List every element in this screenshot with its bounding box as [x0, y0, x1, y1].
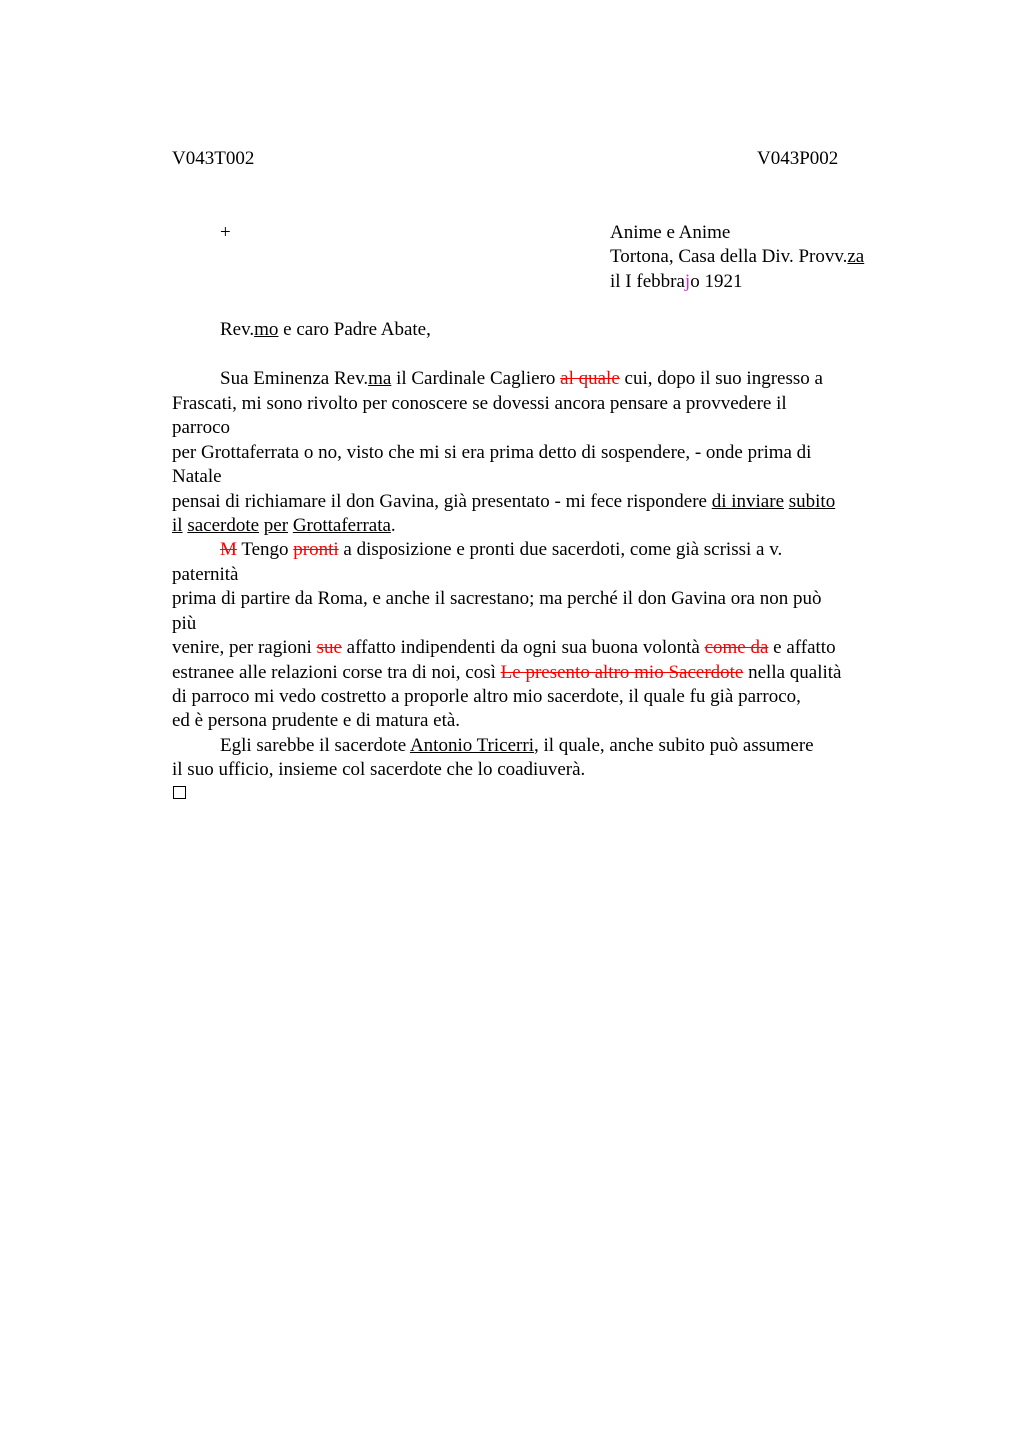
p2-line-8: ed è persona prudente e di matura età. — [172, 710, 461, 731]
right-code: V043P002 — [757, 148, 839, 169]
end-box-icon — [173, 786, 186, 799]
underlined-text: per — [263, 515, 289, 536]
date-correction: j — [684, 271, 691, 292]
p1-line-3: parroco — [172, 417, 231, 438]
deleted-text: pronti — [293, 539, 339, 560]
p2-line-5 — [172, 636, 836, 660]
deleted-text: al quale — [560, 368, 620, 389]
p1-line-6 — [172, 490, 835, 514]
underlined-text: ma — [368, 368, 392, 389]
salutation — [220, 318, 431, 342]
underlined-text: Grottaferrata — [292, 515, 391, 536]
p1-line-2: Frascati, mi sono rivolto per conoscere se dovessi ancora pensare a provvedere il — [172, 393, 787, 414]
location — [610, 245, 864, 269]
date — [610, 270, 742, 294]
underlined-text: sacerdote — [187, 515, 260, 536]
p2-line-7: di parroco mi vedo costretto a proporle altro mio sacerdote, il quale fu già parroco, — [172, 686, 801, 707]
location-sup: za — [847, 246, 865, 267]
underlined-text: il — [172, 515, 183, 536]
p1-line-1 — [220, 367, 823, 391]
text: Tengo — [236, 539, 294, 560]
p3-line-2: il suo ufficio, insieme col sacerdote che lo coadiuverà. — [172, 759, 586, 780]
text: cui, dopo il suo ingresso a — [619, 368, 823, 389]
underlined-text: subito — [788, 491, 836, 512]
p2-line-6 — [172, 661, 842, 685]
p1-line-4: per Grottaferrata o no, visto che mi si era prima detto di sospendere, - onde prima di — [172, 442, 812, 463]
date-part-b: o 1921 — [690, 271, 743, 292]
text: Egli sarebbe il sacerdote — [220, 735, 410, 756]
salutation-a: Rev. — [220, 319, 255, 340]
text: il Cardinale Cagliero — [391, 368, 561, 389]
text: a disposizione e pronti due sacerdoti, come già scrissi a v. — [338, 539, 783, 560]
text: . — [390, 515, 396, 536]
salutation-b: mo — [254, 319, 279, 340]
date-part-a: il I febbra — [610, 271, 685, 292]
p2-line-3: prima di partire da Roma, e anche il sacrestano; ma perché il don Gavina ora non può — [172, 588, 822, 609]
p2-line-2: paternità — [172, 564, 239, 585]
salutation-c: e caro Padre Abate, — [278, 319, 431, 340]
p1-line-5: Natale — [172, 466, 222, 487]
deleted-text: sue — [316, 637, 342, 658]
underlined-text: di inviare — [711, 491, 784, 512]
text: Sua Eminenza Rev. — [220, 368, 369, 389]
underlined-name: Antonio Tricerri — [409, 735, 534, 756]
text: affatto indipendenti da ogni sua buona volontà — [341, 637, 705, 658]
deleted-text: M — [220, 539, 237, 560]
text: venire, per ragioni — [172, 637, 317, 658]
p2-line-1 — [220, 538, 782, 562]
motto: Anime e Anime — [610, 222, 731, 243]
text: , il quale, anche subito può assumere — [533, 735, 814, 756]
text: estranee alle relazioni corse tra di noi, così — [172, 662, 501, 683]
text: nella qualità — [743, 662, 842, 683]
p1-line-7 — [172, 514, 396, 538]
deleted-text: Le presento altro mio Sacerdote — [500, 662, 744, 683]
p2-line-4: più — [172, 613, 197, 634]
deleted-text: come da — [704, 637, 769, 658]
left-code: V043T002 — [172, 148, 255, 169]
location-main: Tortona, Casa della Div. Provv. — [610, 246, 848, 267]
text: pensai di richiamare il don Gavina, già presentato - mi fece rispondere — [172, 491, 712, 512]
p3-line-1 — [220, 734, 814, 758]
cross-mark: + — [220, 222, 231, 243]
text: e affatto — [768, 637, 836, 658]
